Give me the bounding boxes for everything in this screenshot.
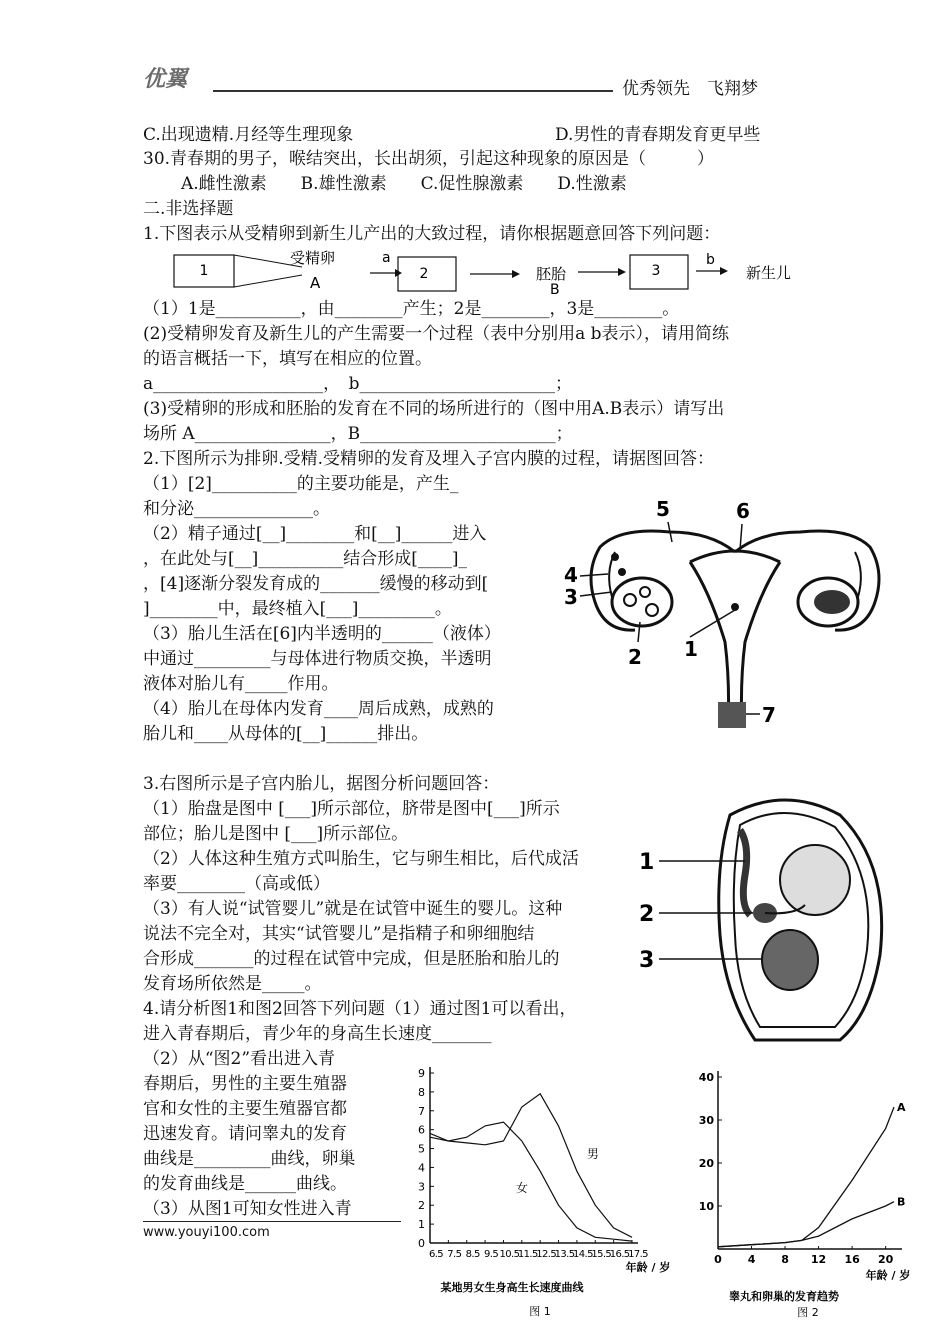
header-slogan: 优秀领先 飞翔梦 [622, 79, 758, 99]
text-line: 中通过_________与母体进行物质交换，半透明 [143, 649, 492, 669]
chart2-x-axis-label: 年龄 / 岁 [865, 1269, 911, 1282]
text-line: （1）[2]__________的主要功能是，产生_ [143, 474, 459, 494]
chart-gonad-development [698, 1060, 920, 1322]
text-line: （1）1是__________，由________产生；2是________，3是________。 [143, 299, 680, 319]
text-line: D.男性的青春期发育更早些 [555, 125, 761, 145]
chart1-x-tick-label: 15.5 [591, 1249, 612, 1260]
text-line: 发育场所依然是_____。 [143, 974, 322, 994]
chart2-y-tick-label: 10 [698, 1200, 714, 1213]
footer-rule [143, 1221, 401, 1222]
chart1-series-label: 男 [586, 1147, 599, 1161]
chart2-y-tick-label: 20 [698, 1157, 714, 1170]
header-logo: 优翼 [143, 67, 188, 92]
chart1-series-label: 女 [515, 1181, 528, 1195]
chart2-y-tick-label: 30 [698, 1114, 714, 1127]
text-line: 液体对胎儿有_____作用。 [143, 674, 339, 694]
chart2-caption: 图 2 [797, 1306, 819, 1319]
chart2-y-tick-label: 40 [698, 1071, 714, 1084]
chart1-x-axis-label: 年龄 / 岁 [625, 1261, 671, 1274]
chart1-y-tick-label: 7 [418, 1104, 425, 1118]
flow-box-2-label: 2 [419, 266, 429, 282]
text-line: 率要________（高或低） [143, 874, 330, 894]
chart2-series-label: B [897, 1195, 906, 1209]
chart1-x-tick-label: 16.5 [609, 1249, 630, 1260]
chart1-y-tick-label: 8 [418, 1085, 425, 1099]
flow-b-label: b [706, 252, 715, 268]
text-line: 二.非选择题 [143, 199, 234, 219]
text-line: 曲线是_________曲线，卵巢 [143, 1149, 356, 1169]
chart1-x-tick-label: 7.5 [447, 1249, 462, 1260]
chart1-series-line [430, 1122, 632, 1241]
uterus-label-3: 3 [564, 585, 578, 609]
uterus-figure [560, 492, 895, 742]
text-line: 迅速发育。请问睾丸的发育 [143, 1124, 347, 1144]
chart2-x-tick-label: 4 [747, 1253, 756, 1266]
chart1-x-tick-label: 13.5 [554, 1249, 575, 1260]
flow-embryo-label: 胚胎 [536, 265, 567, 283]
chart1-y-tick-label: 2 [418, 1199, 425, 1213]
chart2-series-label: A [897, 1101, 906, 1115]
chart2-title: 睾丸和卵巢的发育趋势 [729, 1290, 839, 1303]
text-line: 的语言概括一下，填写在相应的位置。 [143, 349, 432, 369]
chart2-x-tick-label: 20 [877, 1253, 894, 1266]
text-line: ]________中，最终植入[___]_________。 [143, 599, 452, 619]
flow-diagram [140, 245, 820, 300]
text-line: 和分泌______________。 [143, 499, 330, 519]
text-line: 胎儿和____从母体的[__]______排出。 [143, 724, 429, 744]
flow-A-label: A [310, 274, 321, 292]
chart1-x-tick-label: 14.5 [572, 1249, 593, 1260]
chart1-y-tick-label: 0 [418, 1237, 425, 1250]
text-line: 场所 A________________，B_______________________； [143, 424, 573, 444]
chart1-y-tick-label: 5 [418, 1142, 425, 1156]
text-line: 春期后，男性的主要生殖器 [143, 1074, 347, 1094]
text-line: （2）人体这种生殖方式叫胎生，它与卵生相比，后代成活 [143, 849, 579, 869]
chart1-y-tick-label: 3 [418, 1180, 425, 1194]
text-line: 4.请分析图1和图2回答下列问题（1）通过图1可以看出， [143, 999, 577, 1019]
chart1-x-tick-label: 11.5 [517, 1249, 538, 1260]
text-line: 的发育曲线是______曲线。 [143, 1174, 347, 1194]
chart2-x-tick-label: 8 [781, 1253, 789, 1266]
text-line: （2）精子通过[__]________和[__]______进入 [143, 524, 487, 544]
flow-a-label: a [382, 250, 391, 266]
text-line: （2）从“图2”看出进入青 [143, 1049, 336, 1069]
chart1-y-tick-label: 6 [418, 1123, 425, 1137]
chart2-x-tick-label: 0 [714, 1253, 722, 1266]
chart2-series-line [718, 1202, 894, 1247]
chart1-x-tick-label: 8.5 [465, 1249, 480, 1260]
text-line: 进入青春期后，青少年的身高生长速度_______ [143, 1024, 492, 1044]
fetus-labels [639, 850, 654, 973]
chart1-y-tick-label: 9 [418, 1067, 425, 1080]
uterus-label-7: 7 [762, 703, 776, 727]
chart1-y-tick-label: 4 [418, 1161, 425, 1175]
text-line: （3）胎儿生活在[6]内半透明的______（液体） [143, 624, 501, 644]
flow-zygote-label: 受精卵 [290, 249, 336, 267]
text-line: 30.青春期的男子，喉结突出，长出胡须，引起这种现象的原因是（ ） [143, 149, 715, 169]
text-line: (3)受精卵的形成和胚胎的发育在不同的场所进行的（图中用A.B表示）请写出 [143, 399, 725, 419]
text-line: a____________________， b_______________________； [143, 374, 573, 394]
chart1-y-tick-label: 1 [418, 1218, 425, 1232]
text-line: A.雌性激素 B.雄性激素 C.促性腺激素 D.性激素 [181, 174, 627, 194]
text-line: (2)受精卵发育及新生儿的产生需要一个过程（表中分别用a b表示），请用简练 [143, 324, 730, 344]
chart1-series-line [430, 1094, 632, 1238]
uterus-label-5: 5 [656, 497, 670, 521]
header-rule [213, 90, 613, 92]
chart1-x-tick-label: 12.5 [536, 1249, 557, 1260]
flow-box-1-label: 1 [199, 263, 209, 279]
flow-box-3-label: 3 [651, 263, 661, 279]
uterus-label-2: 2 [628, 645, 642, 669]
text-line: （1）胎盘是图中 [___]所示部位，脐带是图中[___]所示 [143, 799, 560, 819]
text-line: ，在此处与[__]__________结合形成[____]_ [143, 549, 468, 569]
chart1-caption: 图 1 [529, 1305, 551, 1318]
uterus-label-4: 4 [564, 563, 578, 587]
text-line: 3.右图所示是子宫内胎儿，据图分析问题回答： [143, 774, 500, 794]
chart-growth-speed [400, 1055, 700, 1337]
text-line: ，[4]逐渐分裂发育成的_______缓慢的移动到[ [143, 574, 489, 594]
chart2-x-tick-label: 12 [810, 1253, 827, 1266]
fetus-label-1: 1 [639, 850, 655, 875]
flow-newborn-label: 新生儿 [746, 264, 792, 282]
footer-url: www.youyi100.com [143, 1225, 270, 1240]
uterus-label-1: 1 [684, 637, 698, 661]
chart1-x-tick-label: 17.5 [628, 1249, 648, 1260]
fetus-figure [635, 785, 905, 1047]
text-line: 说法不完全对，其实“试管婴儿”是指精子和卵细胞结 [143, 924, 535, 944]
text-line: C.出现遗精.月经等生理现象 [143, 125, 354, 145]
flow-B-label: B [550, 282, 560, 298]
text-line: 1.下图表示从受精卵到新生儿产出的大致过程，请你根据题意回答下列问题： [143, 224, 721, 244]
chart1-x-tick-label: 10.5 [499, 1249, 520, 1260]
chart2-x-tick-label: 16 [844, 1253, 860, 1266]
text-line: （3）有人说“试管婴儿”就是在试管中诞生的婴儿。这种 [143, 899, 563, 919]
fetus-label-2: 2 [639, 902, 655, 927]
fetus-label-3: 3 [639, 948, 655, 973]
text-line: （3）从图1可知女性进入青 [143, 1199, 352, 1219]
text-line: 部位；胎儿是图中 [___]所示部位。 [143, 824, 409, 844]
chart1-title: 某地男女生身高生长速度曲线 [440, 1281, 584, 1294]
text-line: 官和女性的主要生殖器官都 [143, 1099, 347, 1119]
uterus-label-6: 6 [736, 499, 750, 523]
text-line: 合形成_______的过程在试管中完成，但是胚胎和胎儿的 [143, 949, 560, 969]
text-line: （4）胎儿在母体内发育____周后成熟，成熟的 [143, 699, 494, 719]
chart2-series-line [718, 1107, 894, 1247]
chart1-x-tick-label: 9.5 [484, 1249, 499, 1260]
chart1-x-tick-label: 6.5 [428, 1249, 444, 1260]
text-line: 2.下图所示为排卵.受精.受精卵的发育及埋入子宫内膜的过程，请据图回答： [143, 449, 715, 469]
